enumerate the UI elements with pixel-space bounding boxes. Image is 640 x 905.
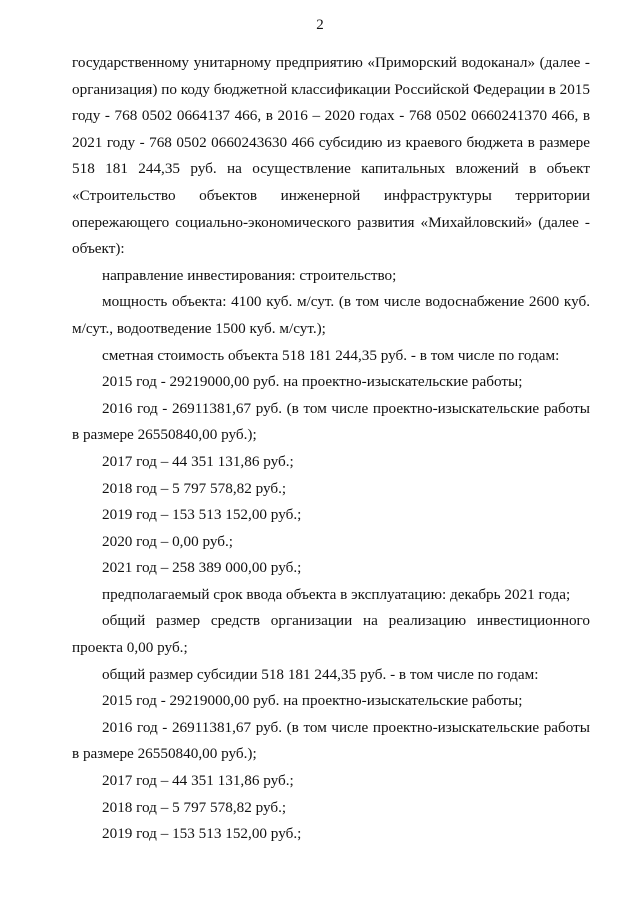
- subsidy-2018: 2018 год – 5 797 578,82 руб.;: [102, 798, 287, 816]
- cost-2015: 2015 год - 29219000,00 руб. на проектно-изыскательские работы;: [102, 373, 523, 391]
- subsidy-2019: 2019 год – 153 513 152,00 руб.;: [102, 825, 302, 843]
- subsidy-total: общий размер субсидии 518 181 244,35 руб. - в том числе по годам:: [102, 665, 539, 683]
- cost-2017: 2017 год – 44 351 131,86 руб.;: [102, 452, 294, 470]
- subsidy-2017: 2017 год – 44 351 131,86 руб.;: [102, 772, 294, 790]
- cost-2016: 2016 год - 26911381,67 руб. (в том числе проектно-изыскательские работы в размере 26550840,00 руб.);: [72, 399, 590, 444]
- intro-paragraph: государственному унитарному предприятию «Приморский водоканал» (далее - организация) по коду бюджетной классификации Российской Федерации в 2015 году - 768 0502 0664137 466, в 2016 – 2020 годах - 768 0502 0660241370 466, в 2021 году - 768 0502 0660243630 466 субсидию из краевого бюджета в размере 518 181 244,35 руб. на осуществление капитальных вложений в объект «Строительство объектов инженерной инфраструктуры территории опережающего социально-экономического развития «Михайловский» (далее - объект):: [72, 54, 590, 258]
- commissioning-date: предполагаемый срок ввода объекта в эксплуатацию: декабрь 2021 года;: [102, 585, 571, 603]
- estimated-cost: сметная стоимость объекта 518 181 244,35 руб. - в том числе по годам:: [102, 346, 560, 364]
- investment-direction: направление инвестирования: строительство;: [102, 266, 397, 284]
- document-body: [72, 50, 590, 848]
- cost-2021: 2021 год – 258 389 000,00 руб.;: [102, 559, 302, 577]
- subsidy-2015: 2015 год - 29219000,00 руб. на проектно-изыскательские работы;: [102, 692, 523, 710]
- page-number: 2: [316, 17, 324, 33]
- cost-2019: 2019 год – 153 513 152,00 руб.;: [102, 506, 302, 524]
- cost-2018: 2018 год – 5 797 578,82 руб.;: [102, 479, 287, 497]
- subsidy-2016: 2016 год - 26911381,67 руб. (в том числе проектно-изыскательские работы в размере 26550840,00 руб.);: [72, 718, 590, 763]
- object-capacity: мощность объекта: 4100 куб. м/сут. (в том числе водоснабжение 2600 куб. м/сут., водоотведение 1500 куб. м/сут.);: [72, 293, 590, 337]
- organization-funds: общий размер средств организации на реализацию инвестиционного проекта 0,00 руб.;: [72, 612, 590, 657]
- cost-2020: 2020 год – 0,00 руб.;: [102, 532, 233, 550]
